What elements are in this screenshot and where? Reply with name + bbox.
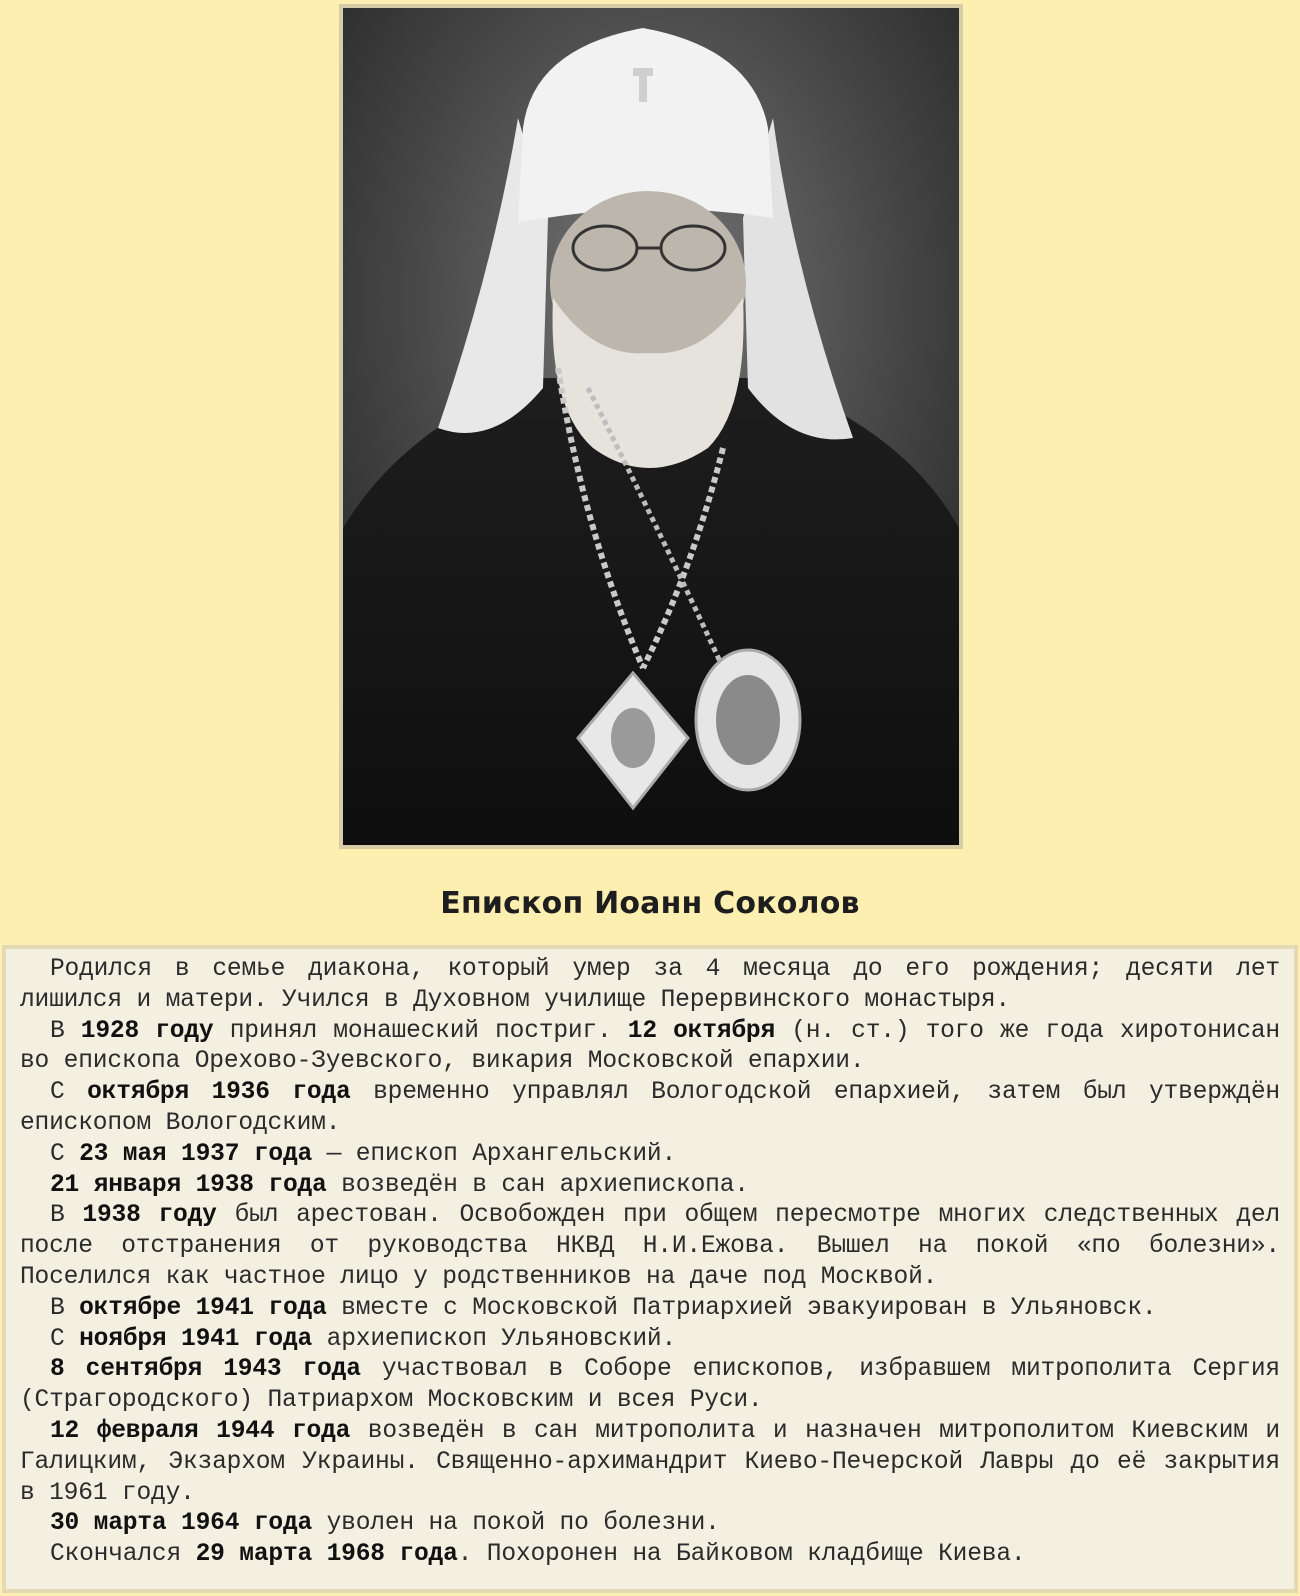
biography-paragraph xyxy=(20,955,1280,1017)
portrait-illustration xyxy=(343,8,959,845)
biography-paragraph xyxy=(20,1509,1280,1540)
date-highlight: 1938 году xyxy=(82,1202,217,1230)
biography-paragraph xyxy=(20,1540,1280,1571)
biography-paragraph xyxy=(20,1140,1280,1171)
biography-paragraph xyxy=(20,1355,1280,1417)
paragraph-text: был арестован. Освобожден при общем пересмотре многих следственных дел после отстранения от руководства НКВД Н.И.Ежова. Вышел на покой «по болезни». Поселился как частное лицо у родственников на даче под Москвой. xyxy=(20,1202,1280,1291)
biography-paragraph xyxy=(20,1417,1280,1509)
biography-paragraph xyxy=(20,1325,1280,1356)
paragraph-text: С xyxy=(50,1079,88,1107)
paragraph-text: Скончался xyxy=(50,1541,196,1569)
date-highlight: 12 октября xyxy=(627,1017,776,1045)
page-title: Епископ Иоанн Соколов xyxy=(440,886,860,921)
date-highlight: октября 1936 года xyxy=(87,1079,351,1107)
paragraph-text: . Похоронен на Байковом кладбище Киева. xyxy=(457,1541,1026,1569)
date-highlight: 8 сентября 1943 года xyxy=(50,1356,361,1384)
paragraph-text: (н. ст.) того же года хиротонисан во епископа Орехово-Зуевского, викария Московской епархии. xyxy=(20,1017,1280,1076)
paragraph-text: С xyxy=(50,1325,80,1353)
paragraph-text: возведён в сан митрополита и назначен митрополитом Киевским и Галицким, Экзархом Украины. Священно-архимандрит Киево-Печерской Лавры до её закрытия в 1961 году. xyxy=(20,1417,1280,1507)
paragraph-text: уволен на покой по болезни. xyxy=(312,1510,720,1538)
paragraph-text: С xyxy=(50,1140,80,1168)
paragraph-text: — епископ Архангельский. xyxy=(312,1140,677,1168)
date-highlight: ноября 1941 года xyxy=(79,1325,313,1353)
date-highlight: 30 марта 1964 года xyxy=(50,1510,313,1538)
portrait-frame xyxy=(339,4,963,849)
paragraph-text: Родился в семье диакона, который умер за 4 месяца до его рождения; десяти лет лишился и матери. Учился в Духовном училище Перервинского монастыря. xyxy=(20,956,1280,1014)
portrait-photo xyxy=(343,8,959,845)
biography-paragraph xyxy=(20,1078,1280,1140)
paragraph-text: временно управлял Вологодской епархией, затем был утверждён епископом Вологодским. xyxy=(20,1079,1280,1137)
date-highlight: октябре 1941 года xyxy=(79,1294,327,1322)
biography-panel xyxy=(2,945,1298,1593)
paragraph-text: В xyxy=(50,1017,81,1045)
biography-paragraph xyxy=(20,1201,1280,1293)
date-highlight: 21 января 1938 года xyxy=(50,1171,327,1199)
paragraph-text: возведён в сан архиепископа. xyxy=(326,1171,749,1199)
paragraph-text: архиепископ Ульяновский. xyxy=(312,1325,677,1353)
biography-paragraph xyxy=(20,1171,1280,1202)
date-highlight: 12 февраля 1944 года xyxy=(50,1417,351,1445)
paragraph-text: В xyxy=(50,1202,83,1230)
paragraph-text: принял монашеский постриг. xyxy=(213,1017,628,1045)
paragraph-text: В xyxy=(50,1294,80,1322)
biography-paragraph xyxy=(20,1294,1280,1325)
date-highlight: 29 марта 1968 года xyxy=(195,1541,458,1569)
biography-paragraph xyxy=(20,1017,1280,1079)
date-highlight: 23 мая 1937 года xyxy=(79,1140,313,1168)
paragraph-text: участвовал в Соборе епископов, избравшем митрополита Сергия (Страгородского) Патриархом Московским и всея Руси. xyxy=(20,1356,1280,1415)
paragraph-text: вместе с Московской Патриархией эвакуирован в Ульяновск. xyxy=(326,1294,1157,1322)
date-highlight: 1928 году xyxy=(80,1017,214,1045)
